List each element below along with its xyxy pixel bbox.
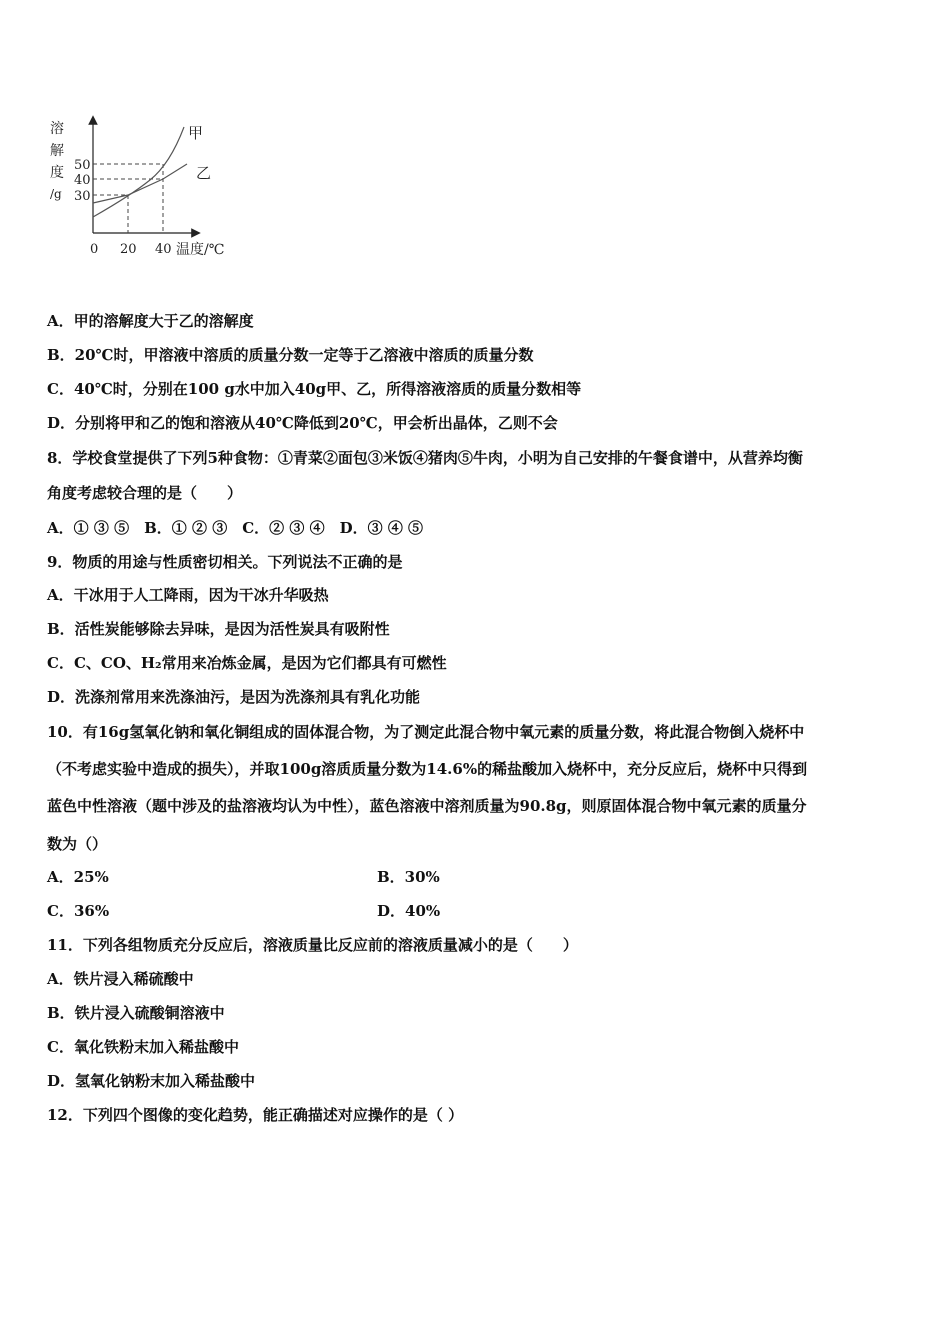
q9-option-a: A．干冰用于人工降雨，因为干冰升华吸热: [47, 586, 329, 604]
curve-yi: [93, 164, 187, 203]
series-jia-label: 甲: [188, 124, 204, 142]
q9-option-c: C．C、CO、H₂常用来冶炼金属，是因为它们都具有可燃性: [47, 654, 447, 672]
q9-stem: 9．物质的用途与性质密切相关。下列说法不正确的是: [47, 553, 403, 571]
ylabel-4: /g: [50, 187, 62, 201]
xlabel: 温度/℃: [176, 242, 225, 258]
q7-option-b: B．20℃时，甲溶液中溶质的质量分数一定等于乙溶液中溶质的质量分数: [47, 346, 534, 364]
q10-option-c: C．36%: [47, 902, 110, 920]
q11-option-c: C．氧化铁粉末加入稀盐酸中: [47, 1038, 239, 1056]
q11-option-b: B．铁片浸入硫酸铜溶液中: [47, 1004, 225, 1022]
q8-stem-line2: 角度考虑较合理的是（ ）: [47, 484, 243, 502]
series-yi-label: 乙: [196, 164, 212, 182]
xtick-20: 20: [120, 242, 137, 257]
xtick-0: 0: [90, 242, 99, 257]
q8-options: A．① ③ ⑤ B．① ② ③ C．② ③ ④ D．③ ④ ⑤: [47, 519, 424, 537]
q10-stem-line3: 蓝色中性溶液（题中涉及的盐溶液均认为中性），蓝色溶液中溶剂质量为90.8g，则原固体混合物中氧元素的质量分: [47, 797, 807, 815]
ytick-30: 30: [74, 189, 91, 204]
q10-stem-line4: 数为（）: [47, 835, 108, 853]
solubility-chart: [0, 0, 260, 270]
q10-option-a: A．25%: [47, 868, 109, 886]
q7-option-a: A．甲的溶解度大于乙的溶解度: [47, 312, 254, 330]
q12-stem: 12．下列四个图像的变化趋势，能正确描述对应操作的是（ ）: [47, 1106, 464, 1124]
q8-stem-line1: 8．学校食堂提供了下列5种食物：①青菜②面包③米饭④猪肉⑤牛肉，小明为自己安排的午餐食谱中，从营养均衡: [47, 449, 803, 467]
q9-option-d: D．洗涤剂常用来洗涤油污，是因为洗涤剂具有乳化功能: [47, 688, 421, 706]
ylabel-1: 溶: [50, 121, 64, 137]
q9-option-b: B．活性炭能够除去异味，是因为活性炭具有吸附性: [47, 620, 390, 638]
q10-stem-line2: （不考虑实验中造成的损失），并取100g溶质质量分数为14.6%的稀盐酸加入烧杯中，充分反应后，烧杯中只得到: [47, 760, 808, 778]
xtick-40: 40: [155, 242, 172, 257]
q11-stem: 11．下列各组物质充分反应后，溶液质量比反应前的溶液质量减小的是（ ）: [47, 936, 578, 954]
curve-jia: [93, 127, 184, 217]
ylabel-3: 度: [50, 165, 64, 181]
ytick-40: 40: [74, 173, 91, 188]
ytick-50: 50: [74, 158, 91, 173]
q11-option-d: D．氢氧化钠粉末加入稀盐酸中: [47, 1072, 256, 1090]
q7-option-d: D．分别将甲和乙的饱和溶液从40℃降低到20℃，甲会析出晶体，乙则不会: [47, 414, 558, 432]
q10-option-d: D．40%: [377, 902, 441, 920]
q7-option-c: C．40℃时，分别在100 g水中加入40g甲、乙，所得溶液溶质的质量分数相等: [47, 380, 582, 398]
ylabel-2: 解: [50, 143, 64, 159]
q10-stem-line1: 10．有16g氢氧化钠和氧化铜组成的固体混合物，为了测定此混合物中氧元素的质量分数，将此混合物倒入烧杯中: [47, 723, 805, 741]
q11-option-a: A．铁片浸入稀硫酸中: [47, 970, 194, 988]
q10-option-b: B．30%: [377, 868, 440, 886]
